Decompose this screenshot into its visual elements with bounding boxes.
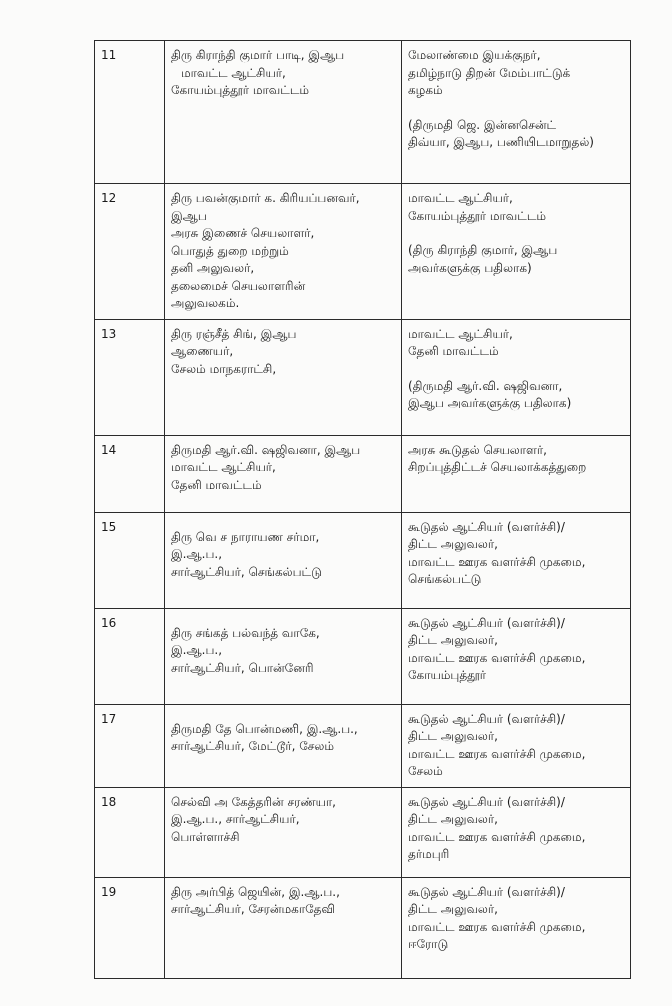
to-note-line: இஆப அவர்களுக்கு பதிலாக) — [408, 396, 572, 410]
from-cell — [165, 319, 402, 435]
to-line: அரசு கூடுதல் செயலாளர், — [408, 442, 547, 457]
from-line: திரு ரஞ்சீத் சிங், இஆப — [171, 326, 297, 341]
to-cell — [402, 435, 631, 512]
transfer-orders-table — [94, 40, 631, 979]
serial-number: 16 — [95, 608, 165, 704]
from-line: தேனி மாவட்டம் — [171, 477, 262, 492]
serial-number: 15 — [95, 512, 165, 608]
to-line: கூடுதல் ஆட்சியர் (வளர்ச்சி)/ — [408, 794, 565, 809]
from-line: சேலம் மாநகராட்சி, — [171, 361, 277, 376]
to-line: திட்ட அலுவலர், — [408, 537, 498, 551]
to-line: கூடுதல் ஆட்சியர் (வளர்ச்சி)/ — [408, 711, 565, 726]
from-line: அலுவலகம். — [171, 296, 240, 310]
to-line: கோயம்புத்தூர் மாவட்டம் — [408, 208, 547, 223]
from-line: திருமதி ஆர்.வி. ஷஜிவனா, இஆப — [171, 442, 361, 457]
from-line: கோயம்புத்தூர் மாவட்டம் — [171, 83, 310, 97]
to-cell — [402, 512, 631, 608]
to-note-line: (திருமதி ஜெ. இன்னசென்ட் — [408, 117, 557, 132]
to-line: கழகம் — [408, 83, 443, 97]
to-cell — [402, 877, 631, 978]
from-line: தனி அலுவலர், — [171, 261, 255, 275]
to-line: மாவட்ட ஆட்சியர், — [408, 326, 513, 341]
from-line: மாவட்ட ஆட்சியர், — [181, 65, 286, 80]
from-line: அரசு இணைச் செயலாளர், — [171, 226, 315, 240]
to-line: கோயம்புத்தூர் — [408, 668, 487, 682]
table-row — [95, 41, 631, 184]
from-line: பொள்ளாச்சி — [171, 829, 240, 844]
from-line: ஆணையர், — [171, 344, 234, 358]
to-line: தர்மபுரி — [408, 847, 450, 861]
from-line: மாவட்ட ஆட்சியர், — [171, 460, 276, 474]
from-line: திரு கிராந்தி குமார் பாடி, இஆப — [171, 48, 345, 62]
to-note-line: (திரு கிராந்தி குமார், இஆப — [408, 243, 558, 257]
to-line: திட்ட அலுவலர், — [408, 902, 498, 916]
from-cell — [165, 512, 402, 608]
to-cell — [402, 319, 631, 435]
to-line: மாவட்ட ஊரக வளர்ச்சி முகமை, — [408, 746, 586, 761]
table-row — [95, 877, 631, 978]
to-line: கூடுதல் ஆட்சியர் (வளர்ச்சி)/ — [408, 884, 565, 899]
from-line: சார்ஆட்சியர், செங்கல்பட்டு — [171, 564, 322, 579]
serial-number: 12 — [95, 184, 165, 320]
to-line: தேனி மாவட்டம் — [408, 344, 499, 358]
from-line: செல்வி அ கேத்தரின் சரண்யா, — [171, 794, 336, 809]
to-line: மாவட்ட ஊரக வளர்ச்சி முகமை, — [408, 650, 586, 665]
serial-number: 19 — [95, 877, 165, 978]
from-line: சார்ஆட்சியர், பொன்னேரி — [171, 660, 314, 675]
from-line: திரு அர்பித் ஜெயின், இ.ஆ.ப., — [171, 884, 340, 899]
from-line: இ.ஆ.ப., — [171, 643, 223, 657]
table-row — [95, 184, 631, 320]
to-line: மாவட்ட ஊரக வளர்ச்சி முகமை, — [408, 919, 586, 934]
from-line: பொதுத் துறை மற்றும் — [171, 243, 289, 258]
to-cell — [402, 41, 631, 184]
from-cell — [165, 704, 402, 787]
serial-number: 18 — [95, 787, 165, 877]
serial-number: 11 — [95, 41, 165, 184]
table-row — [95, 319, 631, 435]
serial-number: 13 — [95, 319, 165, 435]
from-cell — [165, 608, 402, 704]
to-line: திட்ட அலுவலர், — [408, 729, 498, 743]
table-row — [95, 787, 631, 877]
table-row — [95, 704, 631, 787]
to-line: மேலாண்மை இயக்குநர், — [408, 48, 541, 62]
from-line: தலைமைச் செயலாளரின் — [171, 278, 306, 293]
table-row — [95, 608, 631, 704]
from-line: இ.ஆ.ப., சார்ஆட்சியர், — [171, 812, 300, 826]
to-line: சிறப்புத்திட்டச் செயலாக்கத்துறை — [408, 460, 587, 474]
to-line: சேலம் — [408, 764, 443, 778]
from-cell — [165, 435, 402, 512]
to-line: மாவட்ட ஊரக வளர்ச்சி முகமை, — [408, 554, 586, 569]
to-line: கூடுதல் ஆட்சியர் (வளர்ச்சி)/ — [408, 615, 565, 630]
to-line: ஈரோடு — [408, 937, 449, 951]
from-line: இஆப — [171, 208, 207, 223]
to-note-line: அவர்களுக்கு பதிலாக) — [408, 260, 532, 275]
from-cell — [165, 184, 402, 320]
table-row — [95, 435, 631, 512]
to-cell — [402, 184, 631, 320]
from-line: சார்ஆட்சியர், சேரன்மகாதேவி — [171, 902, 336, 916]
to-line: கூடுதல் ஆட்சியர் (வளர்ச்சி)/ — [408, 519, 565, 534]
to-line: மாவட்ட ஊரக வளர்ச்சி முகமை, — [408, 829, 586, 844]
from-line: திரு வெ ச நாராயண சர்மா, — [171, 529, 320, 544]
to-note-line: (திருமதி ஆர்.வி. ஷஜிவனா, — [408, 378, 563, 393]
from-line: திருமதி தே பொன்மணி, இ.ஆ.ப., — [171, 721, 358, 736]
from-line: திரு சங்கத் பல்வந்த் வாகே, — [171, 625, 320, 640]
from-line: சார்ஆட்சியர், மேட்டூர், சேலம் — [171, 739, 335, 753]
to-line: திட்ட அலுவலர், — [408, 812, 498, 826]
to-note-line: திவ்யா, இஆப, பணியிடமாறுதல்) — [408, 135, 594, 149]
serial-number: 17 — [95, 704, 165, 787]
from-cell — [165, 877, 402, 978]
to-cell — [402, 787, 631, 877]
from-cell — [165, 41, 402, 184]
to-line: திட்ட அலுவலர், — [408, 633, 498, 647]
from-cell — [165, 787, 402, 877]
table-row — [95, 512, 631, 608]
to-cell — [402, 608, 631, 704]
to-line: மாவட்ட ஆட்சியர், — [408, 191, 513, 205]
to-line: தமிழ்நாடு திறன் மேம்பாட்டுக் — [408, 65, 571, 80]
from-line: இ.ஆ.ப., — [171, 547, 223, 561]
serial-number: 14 — [95, 435, 165, 512]
from-line: திரு பவன்குமார் க. கிரியப்பனவர், — [171, 191, 360, 205]
to-cell — [402, 704, 631, 787]
to-line: செங்கல்பட்டு — [408, 572, 482, 586]
